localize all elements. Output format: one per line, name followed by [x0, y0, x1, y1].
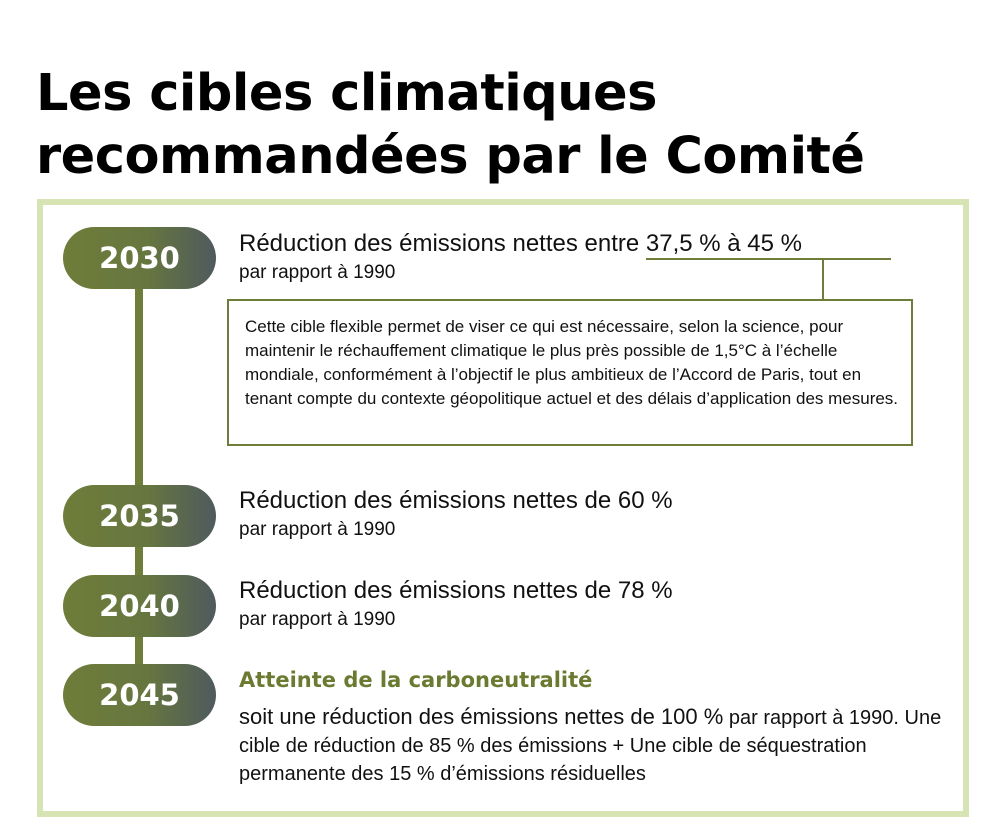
target-2035-heading: Réduction des émissions nettes de 60 %	[239, 487, 673, 514]
target-2040-reference: par rapport à 1990	[239, 609, 396, 630]
target-2040-heading: Réduction des émissions nettes de 78 %	[239, 577, 673, 604]
year-badge-2030: 2030	[63, 227, 216, 289]
target-2045-main: soit une réduction des émissions nettes de 100 %	[239, 704, 724, 729]
year-badge-2035: 2035	[63, 485, 216, 547]
target-2045-description	[239, 703, 959, 788]
target-2045-rest: par rapport à 1990. Une cible de réduction de 85 % des émissions + Une cible de séquestration permanente des 15 % d’émissions résiduelles	[239, 707, 942, 785]
year-badge-2040: 2040	[63, 575, 216, 637]
target-2030-reference: par rapport à 1990	[239, 262, 396, 283]
title-line-1: Les cibles climatiques	[36, 64, 657, 124]
target-2045-heading: Atteinte de la carboneutralité	[239, 668, 593, 692]
page-title	[36, 62, 976, 188]
title-line-2: recommandées par le Comité	[36, 127, 865, 187]
range-underline	[646, 258, 891, 260]
target-2035-reference: par rapport à 1990	[239, 519, 396, 540]
target-2030-note: Cette cible flexible permet de viser ce qui est nécessaire, selon la science, pour maintenir le réchauffement climatique le plus près possible de 1,5°C à l’échelle mondiale, conformément à l’objectif le plus ambitieux de l’Accord de Paris, tout en tenant compte du contexte géopolitique actuel et des délais d’application des mesures.	[227, 299, 913, 446]
year-badge-2045: 2045	[63, 664, 216, 726]
target-2030-heading: Réduction des émissions nettes entre 37,5 % à 45 %	[239, 230, 802, 257]
note-connector	[822, 259, 824, 300]
